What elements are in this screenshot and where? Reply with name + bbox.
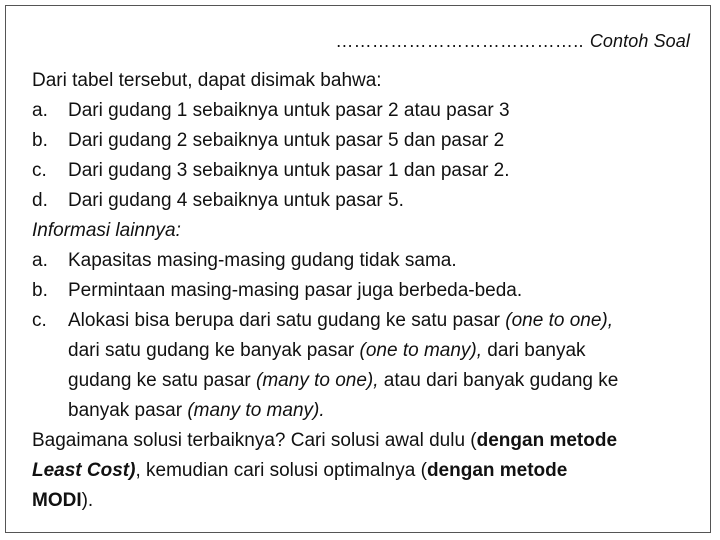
closing-text: , kemudian cari solusi optimalnya (	[135, 460, 427, 481]
list-item	[32, 96, 700, 126]
slide-title: Contoh Soal	[589, 31, 690, 51]
list-item	[32, 126, 700, 156]
closing-bold-italic	[32, 460, 135, 481]
list-item	[32, 186, 700, 216]
info-heading	[32, 216, 700, 246]
closing-bold-italic-text: Least Cost)	[32, 460, 136, 481]
list-marker: b.	[32, 280, 48, 301]
list-text-italic: (one to one),	[505, 310, 614, 331]
header-dots: …………………………………..	[335, 31, 584, 51]
list-marker: c.	[32, 310, 47, 331]
closing-line	[32, 456, 700, 486]
list-text-segment: dari banyak	[482, 340, 586, 361]
list-text-segment: banyak pasar	[68, 400, 188, 421]
list-text: Permintaan masing-masing pasar juga berbeda-beda.	[68, 280, 523, 301]
list-marker: c.	[32, 160, 47, 181]
list-marker: d.	[32, 190, 48, 211]
list-text-segment: dari satu gudang ke banyak pasar	[68, 340, 360, 361]
list-text: Kapasitas masing-masing gudang tidak sama.	[68, 250, 457, 271]
list-text-segment: gudang ke satu pasar	[68, 370, 257, 391]
list-text-segment: atau dari banyak gudang ke	[378, 370, 619, 391]
closing-text: Bagaimana solusi terbaiknya? Cari solusi awal dulu (	[32, 430, 477, 451]
intro-line: Dari tabel tersebut, dapat disimak bahwa:	[32, 70, 382, 91]
list-marker: a.	[32, 100, 48, 121]
closing-text: ).	[81, 490, 94, 511]
closing-bold: dengan metode	[426, 460, 568, 481]
list-text-italic: (one to many),	[359, 340, 483, 361]
list-text: Dari gudang 3 sebaiknya untuk pasar 1 dan pasar 2.	[68, 160, 510, 181]
list-marker: a.	[32, 250, 48, 271]
list-item	[32, 276, 700, 306]
list-text-segment: Alokasi bisa berupa dari satu gudang ke satu pasar	[68, 310, 506, 331]
list-continuation	[32, 396, 700, 426]
info-heading-text: Informasi lainnya:	[32, 220, 181, 241]
list-text	[68, 306, 700, 336]
list-continuation	[32, 366, 700, 396]
list-item	[32, 306, 700, 336]
closing-bold: dengan metode	[476, 430, 618, 451]
closing-line	[32, 486, 700, 516]
slide-body	[32, 66, 700, 516]
list-continuation	[32, 336, 700, 366]
list-text-italic: (many to one),	[256, 370, 379, 391]
list-text-italic: (many to many).	[187, 400, 325, 421]
list-marker: b.	[32, 130, 48, 151]
list-text: Dari gudang 4 sebaiknya untuk pasar 5.	[68, 190, 404, 211]
closing-line	[32, 426, 700, 456]
list-text: Dari gudang 2 sebaiknya untuk pasar 5 dan pasar 2	[68, 130, 505, 151]
closing-bold: MODI	[32, 490, 82, 511]
list-item	[32, 156, 700, 186]
list-text: Dari gudang 1 sebaiknya untuk pasar 2 atau pasar 3	[68, 100, 510, 121]
list-item	[32, 246, 700, 276]
slide-header	[335, 31, 690, 52]
